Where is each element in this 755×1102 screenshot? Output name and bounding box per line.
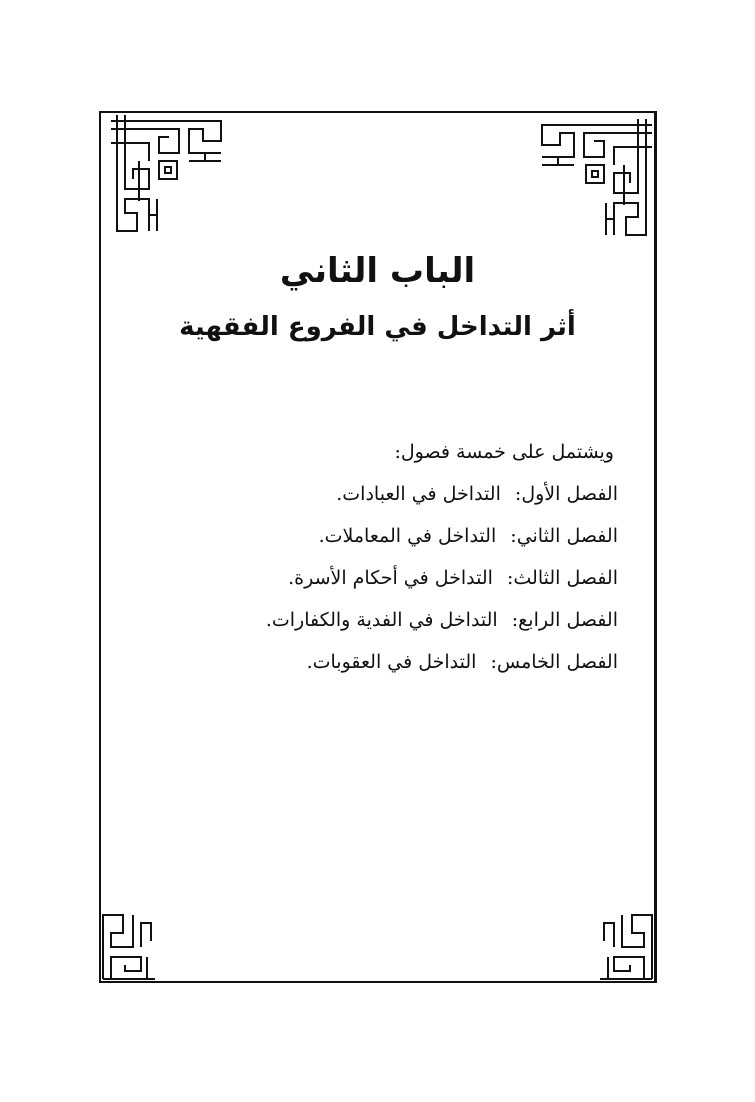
chapter-label: الفصل الثالث: [513, 567, 618, 589]
page-border-frame: [99, 111, 657, 983]
chapter-separator: :: [511, 609, 519, 631]
chapter-title: التداخل في أحكام الأسرة.: [288, 567, 493, 589]
chapter-item-4: [138, 599, 618, 641]
chapter-item-1: [138, 473, 618, 515]
corner-ornament-top-left: [109, 113, 229, 243]
corner-ornament-top-right: [534, 117, 654, 245]
corner-ornament-bottom-right: [598, 911, 654, 981]
chapter-item-2: [138, 515, 618, 557]
chapter-separator: :: [510, 525, 517, 547]
chapter-title: التداخل في الفدية والكفارات.: [265, 609, 498, 631]
chapter-separator: :: [514, 483, 522, 505]
chapter-label: الفصل الأول: [521, 483, 618, 505]
chapter-listing: [138, 431, 618, 683]
chapter-title: التداخل في العقوبات.: [306, 651, 477, 673]
chapter-title: التداخل في المعاملات.: [318, 525, 497, 547]
corner-ornament-bottom-left: [101, 911, 157, 981]
chapter-separator: :: [490, 651, 497, 673]
chapter-list: [138, 473, 618, 683]
chapter-separator: :: [506, 567, 514, 589]
chapter-title: التداخل في العبادات.: [336, 483, 501, 505]
chapter-label: الفصل الخامس: [496, 651, 618, 673]
section-title: الباب الثاني: [279, 251, 476, 291]
section-subtitle: أثر التداخل في الفروع الفقهية: [179, 312, 576, 342]
chapter-intro: ويشتمل على خمسة فصول:: [394, 441, 614, 463]
chapter-label: الفصل الرابع: [518, 609, 618, 631]
chapter-item-5: [138, 641, 618, 683]
chapter-label: الفصل الثاني: [516, 525, 618, 547]
chapter-item-3: [138, 557, 618, 599]
